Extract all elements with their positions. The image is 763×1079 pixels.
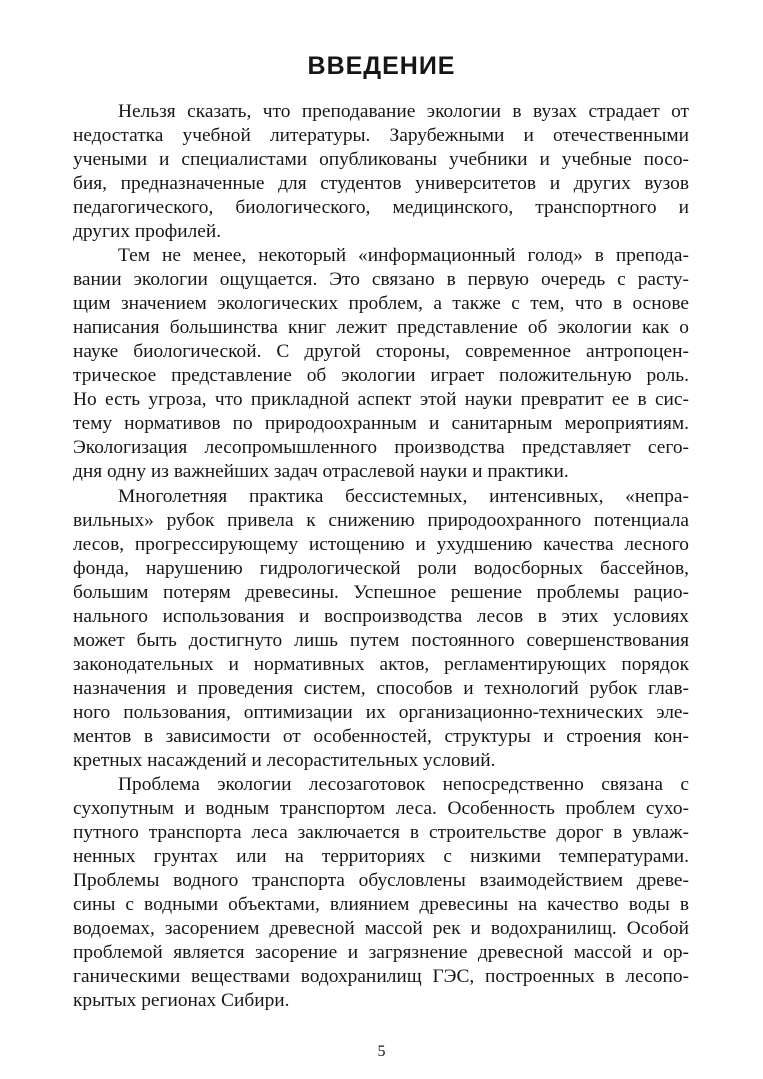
paragraph-3-line: фонда, нарушению гидрологической роли водосборных бассейнов, — [73, 558, 689, 579]
paragraph-3-line: назначения и проведения систем, способов и технологий рубок глав- — [73, 678, 689, 699]
paragraph-2-line: щим значением экологических проблем, а также с тем, что в основе — [73, 293, 689, 314]
page-title: ВВЕДЕНИЕ — [307, 52, 456, 80]
paragraph-2-line: дня одну из важнейших задач отраслевой науки и практики. — [73, 461, 569, 482]
paragraph-4-line: сухопутным и водным транспортом леса. Особенность проблем сухо- — [73, 798, 689, 819]
paragraph-1-line: педагогического, биологического, медицинского, транспортного и — [73, 197, 689, 218]
paragraph-4-line: сины с водными объектами, влиянием древесины на качество воды в — [73, 894, 689, 915]
page-number: 5 — [377, 1043, 386, 1060]
paragraph-1-line: бия, предназначенные для студентов университетов и других вузов — [73, 173, 689, 194]
paragraph-4-line: крытых регионах Сибири. — [73, 990, 290, 1011]
paragraph-2-line: тему нормативов по природоохранным и санитарным мероприятиям. — [73, 413, 689, 434]
paragraph-1-line: недостатка учебной литературы. Зарубежными и отечественными — [73, 125, 689, 146]
paragraph-3-line: ментов в зависимости от особенностей, структуры и строения кон- — [73, 726, 689, 747]
paragraph-3-line: законодательных и нормативных актов, регламентирующих порядок — [73, 654, 689, 675]
paragraph-4-line: Проблема экологии лесозаготовок непосредственно связана с — [118, 774, 689, 795]
paragraph-2-line: трическое представление об экологии играет положительную роль. — [73, 365, 689, 386]
paragraph-2-line: науке биологической. С другой стороны, современное антропоцен- — [73, 341, 689, 362]
paragraph-4-line: путного транспорта леса заключается в строительстве дорог в увлаж- — [73, 822, 689, 843]
paragraph-2-line: Тем не менее, некоторый «информационный голод» в препода- — [118, 245, 689, 266]
paragraph-4-line: Проблемы водного транспорта обусловлены взаимодействием древе- — [73, 870, 689, 891]
paragraph-4-line: ганическими веществами водохранилищ ГЭС, построенных в лесопо- — [73, 966, 689, 987]
paragraph-3-line: ного пользования, оптимизации их организационно-технических эле- — [73, 702, 689, 723]
paragraph-4-line: проблемой является засорение и загрязнение древесной массой и ор- — [73, 942, 689, 963]
paragraph-1-line: учеными и специалистами опубликованы учебники и учебные посо- — [73, 149, 689, 170]
paragraph-3-line: вильных» рубок привела к снижению природоохранного потенциала — [73, 510, 689, 531]
paragraph-1-line: Нельзя сказать, что преподавание экологии в вузах страдает от — [118, 101, 689, 122]
paragraph-3-line: кретных насаждений и лесорастительных условий. — [73, 750, 496, 771]
paragraph-4-line: ненных грунтах или на территориях с низкими температурами. — [73, 846, 689, 867]
paragraph-2-line: Экологизация лесопромышленного производства представляет сего- — [73, 437, 689, 458]
paragraph-2-line: вании экологии ощущается. Это связано в первую очередь с расту- — [73, 269, 689, 290]
paragraph-3-line: большим потерям древесины. Успешное решение проблемы рацио- — [73, 582, 689, 603]
paragraph-3-line: нального использования и воспроизводства лесов в этих условиях — [73, 606, 689, 627]
paragraph-2-line: Но есть угроза, что прикладной аспект этой науки превратит ее в сис- — [73, 389, 689, 410]
paragraph-1-line: других профилей. — [73, 221, 222, 242]
paragraph-2-line: написания большинства книг лежит представление об экологии как о — [73, 317, 689, 338]
paragraph-3-line: может быть достигнуто лишь путем постоянного совершенствования — [73, 630, 689, 651]
paragraph-3-line: Многолетняя практика бессистемных, интенсивных, «непра- — [118, 486, 689, 507]
paragraph-4-line: водоемах, засорением древесной массой рек и водохранилищ. Особой — [73, 918, 689, 939]
paragraph-3-line: лесов, прогрессирующему истощению и ухудшению качества лесного — [73, 534, 689, 555]
